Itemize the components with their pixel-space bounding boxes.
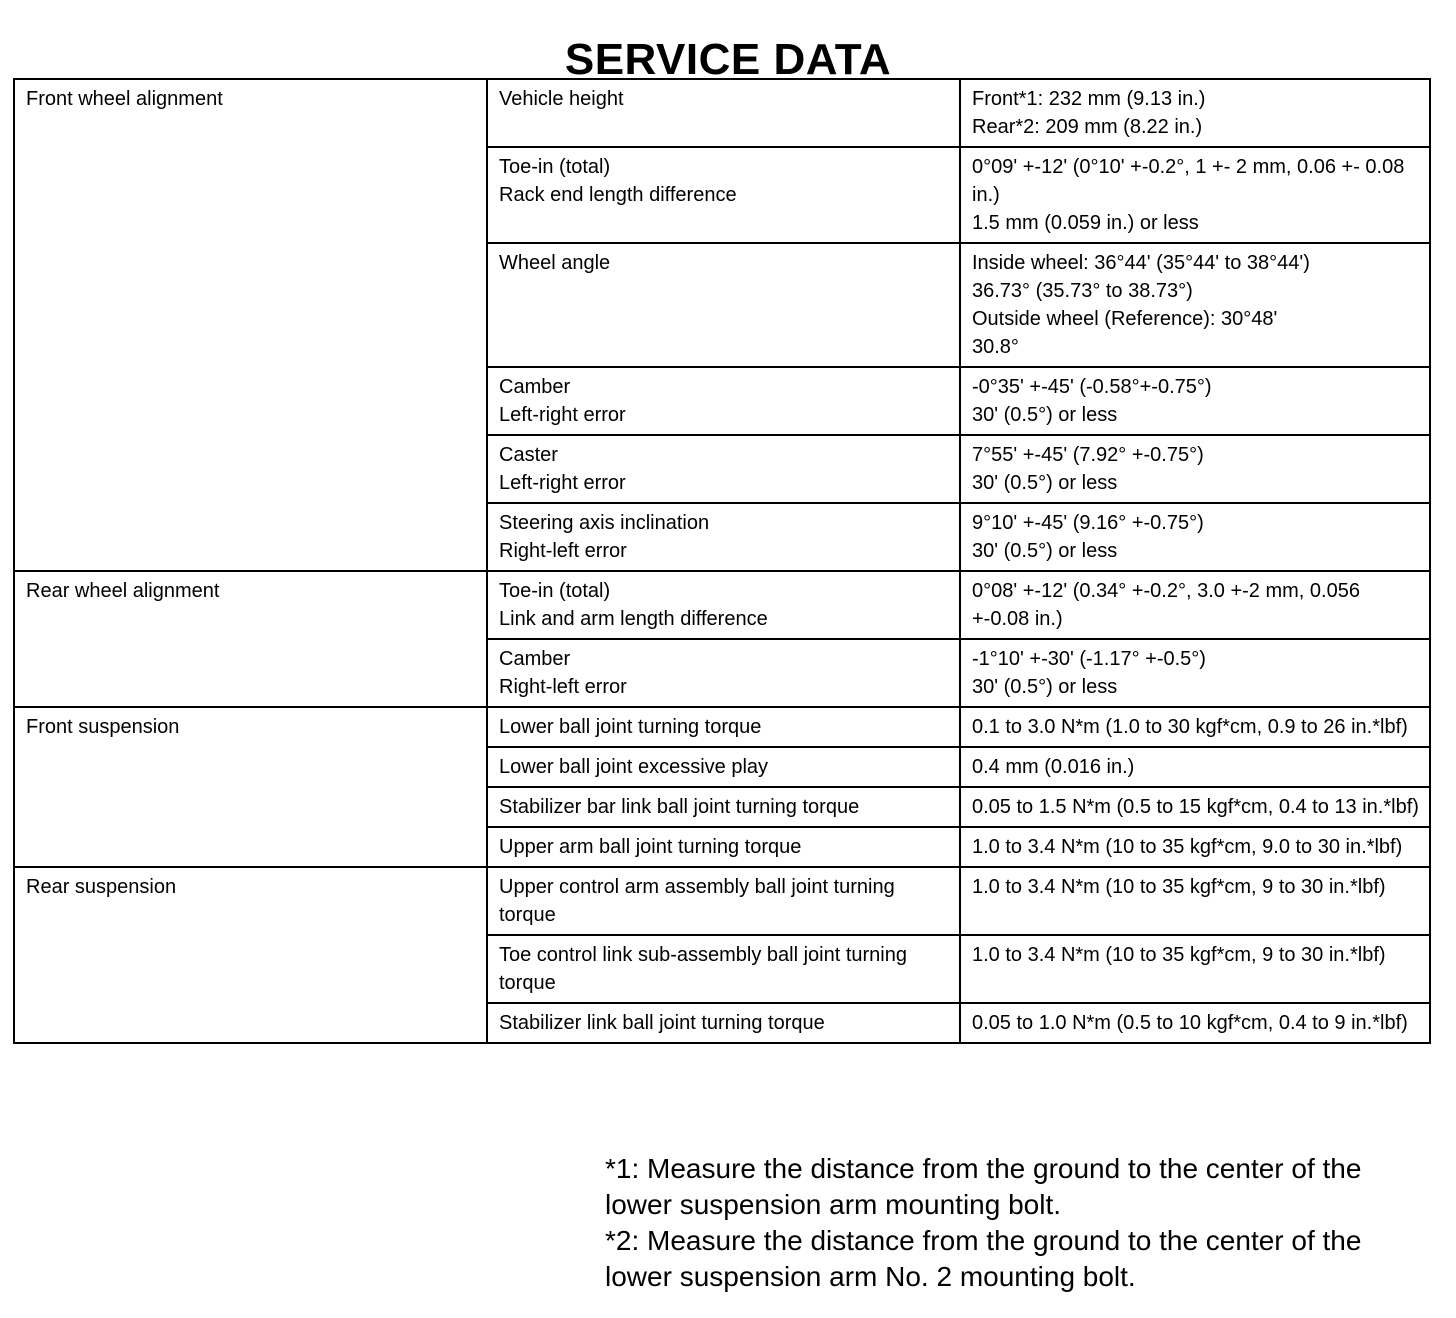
spec-value: 1.0 to 3.4 N*m (10 to 35 kgf*cm, 9.0 to 30 in.*lbf) [972, 836, 1403, 858]
category-label: Front wheel alignment [26, 88, 223, 110]
spec-value: 0.1 to 3.0 N*m (1.0 to 30 kgf*cm, 0.9 to 26 in.*lbf) [972, 716, 1408, 738]
item-label: Right-left error [499, 540, 627, 562]
table-row [14, 571, 1430, 639]
category-cell [14, 79, 487, 571]
spec-cell [960, 243, 1430, 367]
item-label: Stabilizer link ball joint turning torque [499, 1012, 825, 1034]
footnotes [605, 1151, 1435, 1295]
item-label: Left-right error [499, 472, 626, 494]
category-cell [14, 867, 487, 1043]
spec-cell [960, 639, 1430, 707]
item-cell [487, 243, 960, 367]
spec-value: 0°09' +-12' (0°10' +-0.2°, 1 +- 2 mm, 0.06 +- 0.08 in.) [972, 156, 1405, 206]
item-cell [487, 79, 960, 147]
service-data-table [13, 78, 1431, 1044]
item-cell [487, 147, 960, 243]
spec-cell [960, 571, 1430, 639]
item-cell [487, 367, 960, 435]
spec-value: 30' (0.5°) or less [972, 404, 1118, 426]
spec-value: -0°35' +-45' (-0.58°+-0.75°) [972, 376, 1212, 398]
item-label: Left-right error [499, 404, 626, 426]
spec-value: 30' (0.5°) or less [972, 540, 1118, 562]
spec-cell [960, 935, 1430, 1003]
item-label: Rack end length difference [499, 184, 737, 206]
item-cell [487, 639, 960, 707]
item-cell [487, 935, 960, 1003]
spec-value: Front*1: 232 mm (9.13 in.) [972, 88, 1206, 110]
item-label: Right-left error [499, 676, 627, 698]
spec-value: Rear*2: 209 mm (8.22 in.) [972, 116, 1203, 138]
spec-cell [960, 503, 1430, 571]
category-label: Rear suspension [26, 876, 177, 898]
footnote-1: *1: Measure the distance from the ground to the center of the lower suspension arm mounting bolt. [605, 1153, 1362, 1220]
item-label: Upper control arm assembly ball joint turning torque [499, 876, 895, 926]
item-label: Toe-in (total) [499, 156, 611, 178]
item-label: Lower ball joint excessive play [499, 756, 769, 778]
spec-cell [960, 367, 1430, 435]
item-cell [487, 571, 960, 639]
item-cell [487, 707, 960, 747]
spec-value: Outside wheel (Reference): 30°48' [972, 308, 1278, 330]
item-label: Upper arm ball joint turning torque [499, 836, 802, 858]
spec-value: 1.0 to 3.4 N*m (10 to 35 kgf*cm, 9 to 30 in.*lbf) [972, 876, 1386, 898]
item-label: Stabilizer bar link ball joint turning torque [499, 796, 860, 818]
item-label: Toe control link sub-assembly ball joint turning torque [499, 944, 907, 994]
spec-cell [960, 867, 1430, 935]
item-cell [487, 867, 960, 935]
item-cell [487, 787, 960, 827]
table-row [14, 867, 1430, 935]
item-label: Link and arm length difference [499, 608, 768, 630]
item-label: Wheel angle [499, 252, 611, 274]
spec-value: 1.0 to 3.4 N*m (10 to 35 kgf*cm, 9 to 30 in.*lbf) [972, 944, 1386, 966]
spec-value: 0°08' +-12' (0.34° +-0.2°, 3.0 +-2 mm, 0.056 +-0.08 in.) [972, 580, 1360, 630]
item-label: Camber [499, 376, 571, 398]
spec-cell [960, 707, 1430, 747]
category-label: Front suspension [26, 716, 180, 738]
spec-value: Inside wheel: 36°44' (35°44' to 38°44') [972, 252, 1310, 274]
category-cell [14, 571, 487, 707]
spec-value: 36.73° (35.73° to 38.73°) [972, 280, 1193, 302]
item-cell [487, 503, 960, 571]
item-label: Steering axis inclination [499, 512, 710, 534]
spec-value: 9°10' +-45' (9.16° +-0.75°) [972, 512, 1204, 534]
footnote-2: *2: Measure the distance from the ground to the center of the lower suspension arm No. 2 mounting bolt. [605, 1225, 1362, 1292]
item-cell [487, 435, 960, 503]
item-cell [487, 827, 960, 867]
spec-cell [960, 435, 1430, 503]
category-cell [14, 707, 487, 867]
spec-value: 0.05 to 1.0 N*m (0.5 to 10 kgf*cm, 0.4 to 9 in.*lbf) [972, 1012, 1408, 1034]
spec-cell [960, 147, 1430, 243]
spec-value: -1°10' +-30' (-1.17° +-0.5°) [972, 648, 1206, 670]
spec-value: 0.4 mm (0.016 in.) [972, 756, 1135, 778]
service-data-table-body [14, 79, 1430, 1043]
category-label: Rear wheel alignment [26, 580, 220, 602]
spec-value: 7°55' +-45' (7.92° +-0.75°) [972, 444, 1204, 466]
spec-cell [960, 827, 1430, 867]
spec-value: 0.05 to 1.5 N*m (0.5 to 15 kgf*cm, 0.4 to 13 in.*lbf) [972, 796, 1419, 818]
spec-cell [960, 1003, 1430, 1043]
page-title: SERVICE DATA [564, 35, 892, 85]
item-cell [487, 1003, 960, 1043]
spec-cell [960, 79, 1430, 147]
spec-cell [960, 787, 1430, 827]
item-label: Lower ball joint turning torque [499, 716, 762, 738]
spec-value: 30.8° [972, 336, 1019, 358]
item-cell [487, 747, 960, 787]
table-row [14, 707, 1430, 747]
table-row [14, 79, 1430, 147]
item-label: Vehicle height [499, 88, 624, 110]
spec-value: 30' (0.5°) or less [972, 676, 1118, 698]
item-label: Camber [499, 648, 571, 670]
item-label: Toe-in (total) [499, 580, 611, 602]
item-label: Caster [499, 444, 558, 466]
spec-value: 30' (0.5°) or less [972, 472, 1118, 494]
spec-value: 1.5 mm (0.059 in.) or less [972, 212, 1199, 234]
spec-cell [960, 747, 1430, 787]
